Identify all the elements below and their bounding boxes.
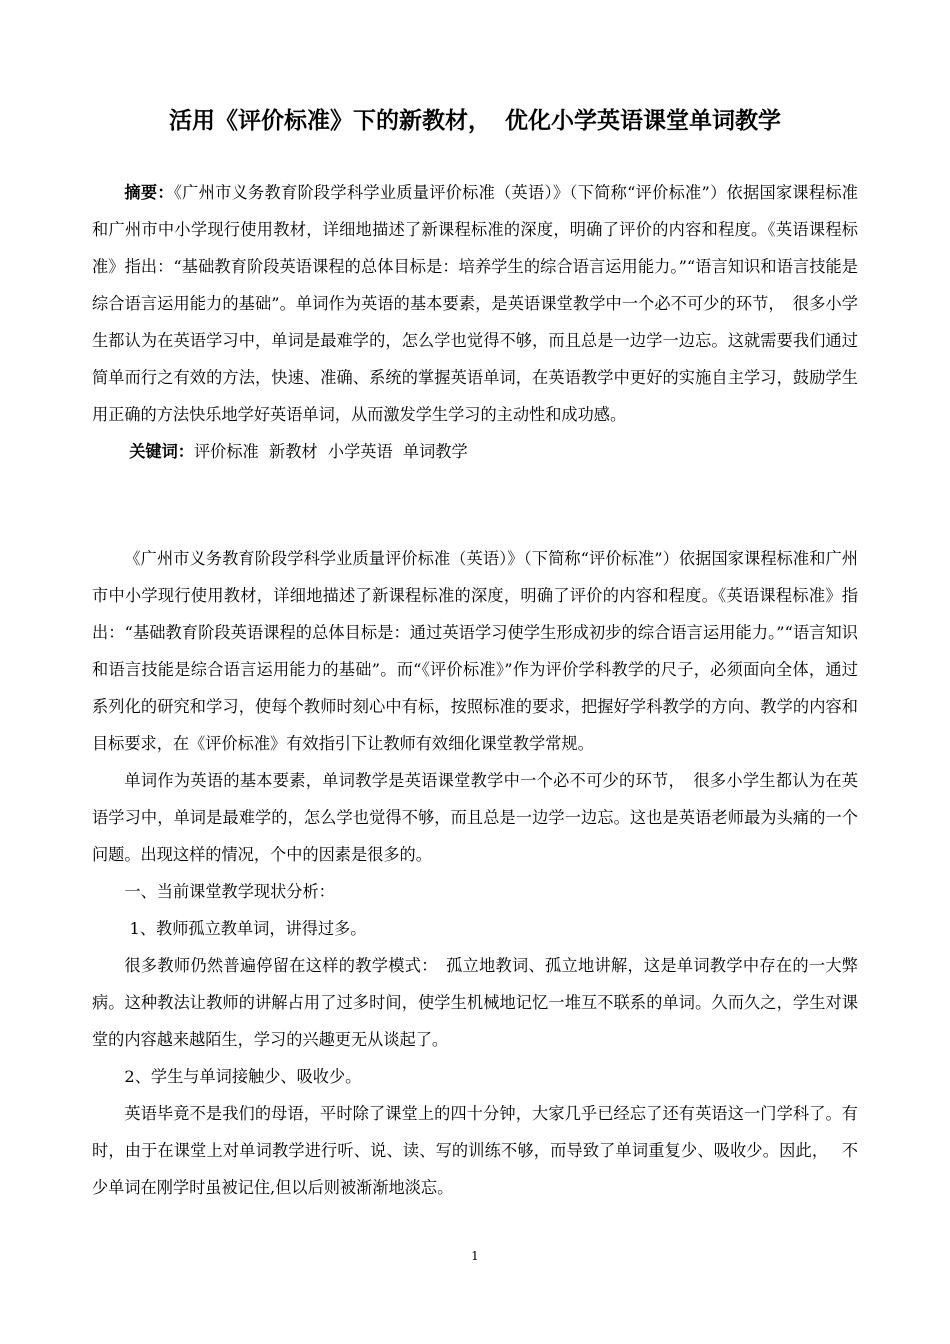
keywords-line	[92, 433, 858, 470]
keywords-text: 评价标准 新教材 小学英语 单词教学	[194, 442, 468, 461]
abstract-section	[92, 174, 858, 470]
page-number: 1	[471, 1249, 479, 1263]
body-paragraph-1: 《广州市义务教育阶段学科学业质量评价标准（英语）》（下简称“评价标准”）依据国家课程标准和广州市中小学现行使用教材，详细地描述了新课程标准的深度，明确了评价的内容和程度。《英语课程标准》指出：“基础教育阶段英语课程的总体目标是：通过英语学习使学生形成初步的综合语言运用能力。”“语言知识和语言技能是综合语言运用能力的基础”。而“《评价标准》”作为评价学科教学的尺子，必须面向全体，通过系列化的研究和学习，使每个教师时刻心中有标，按照标准的要求，把握好学科教学的方向、教学的内容和目标要求，在《评价标准》有效指引下让教师有效细化课堂教学常规。	[92, 549, 858, 753]
keywords-label: 关键词：	[129, 442, 194, 461]
abstract-paragraph	[92, 174, 858, 433]
body-paragraph-4: 英语毕竟不是我们的母语，平时除了课堂上的四十分钟，大家几乎已经忘了还有英语这一门学科了。有时，由于在课堂上对单词教学进行听、说、读、写的训练不够，而导致了单词重复少、吸收少。因此， 不少单词在刚学时虽被记住,但以后则被渐渐地淡忘。	[92, 1104, 858, 1197]
abstract-label: 摘要：	[124, 183, 174, 202]
section-heading-1: 一、当前课堂教学现状分析：	[124, 882, 335, 901]
subsection-heading-2: 2、学生与单词接触少、吸收少。	[124, 1067, 362, 1086]
title-part-1: 活用《评价标准》下的新教材，	[169, 108, 491, 134]
abstract-text: 《广州市义务教育阶段学科学业质量评价标准（英语）》（下简称“评价标准”）依据国家课程标准和广州市中小学现行使用教材，详细地描述了新课程标准的深度，明确了评价的内容和程度。《英语课程标准》指出：“基础教育阶段英语课程的总体目标是：培养学生的综合语言运用能力。”“语言知识和语言技能是综合语言运用能力的基础”。单词作为英语的基本要素，是英语课堂教学中一个必不可少的环节， 很多小学生都认为在英语学习中，单词是最难学的，怎么学也觉得不够，而且总是一边学一边忘。这就需要我们通过简单而行之有效的方法，快速、准确、系统的掌握英语单词，在英语教学中更好的实施自主学习，鼓励学生用正确的方法快乐地学好英语单词，从而激发学生学习的主动性和成功感。	[92, 183, 858, 424]
title-part-2: 优化小学英语课堂单词教学	[505, 108, 781, 134]
body-section	[92, 540, 858, 1206]
document-title	[92, 104, 858, 138]
body-paragraph-2: 单词作为英语的基本要素，单词教学是英语课堂教学中一个必不可少的环节， 很多小学生都认为在英语学习中，单词是最难学的，怎么学也觉得不够，而且总是一边学一边忘。这也是英语老师最为头痛的一个问题。出现这样的情况，个中的因素是很多的。	[92, 771, 858, 864]
body-paragraph-3: 很多教师仍然普遍停留在这样的教学模式： 孤立地教词、孤立地讲解，这是单词教学中存在的一大弊病。这种教法让教师的讲解占用了过多时间，使学生机械地记忆一堆互不联系的单词。久而久之，学生对课堂的内容越来越陌生，学习的兴趣更无从谈起了。	[92, 956, 858, 1049]
subsection-heading-1: 1、教师孤立教单词，讲得过多。	[124, 919, 367, 938]
